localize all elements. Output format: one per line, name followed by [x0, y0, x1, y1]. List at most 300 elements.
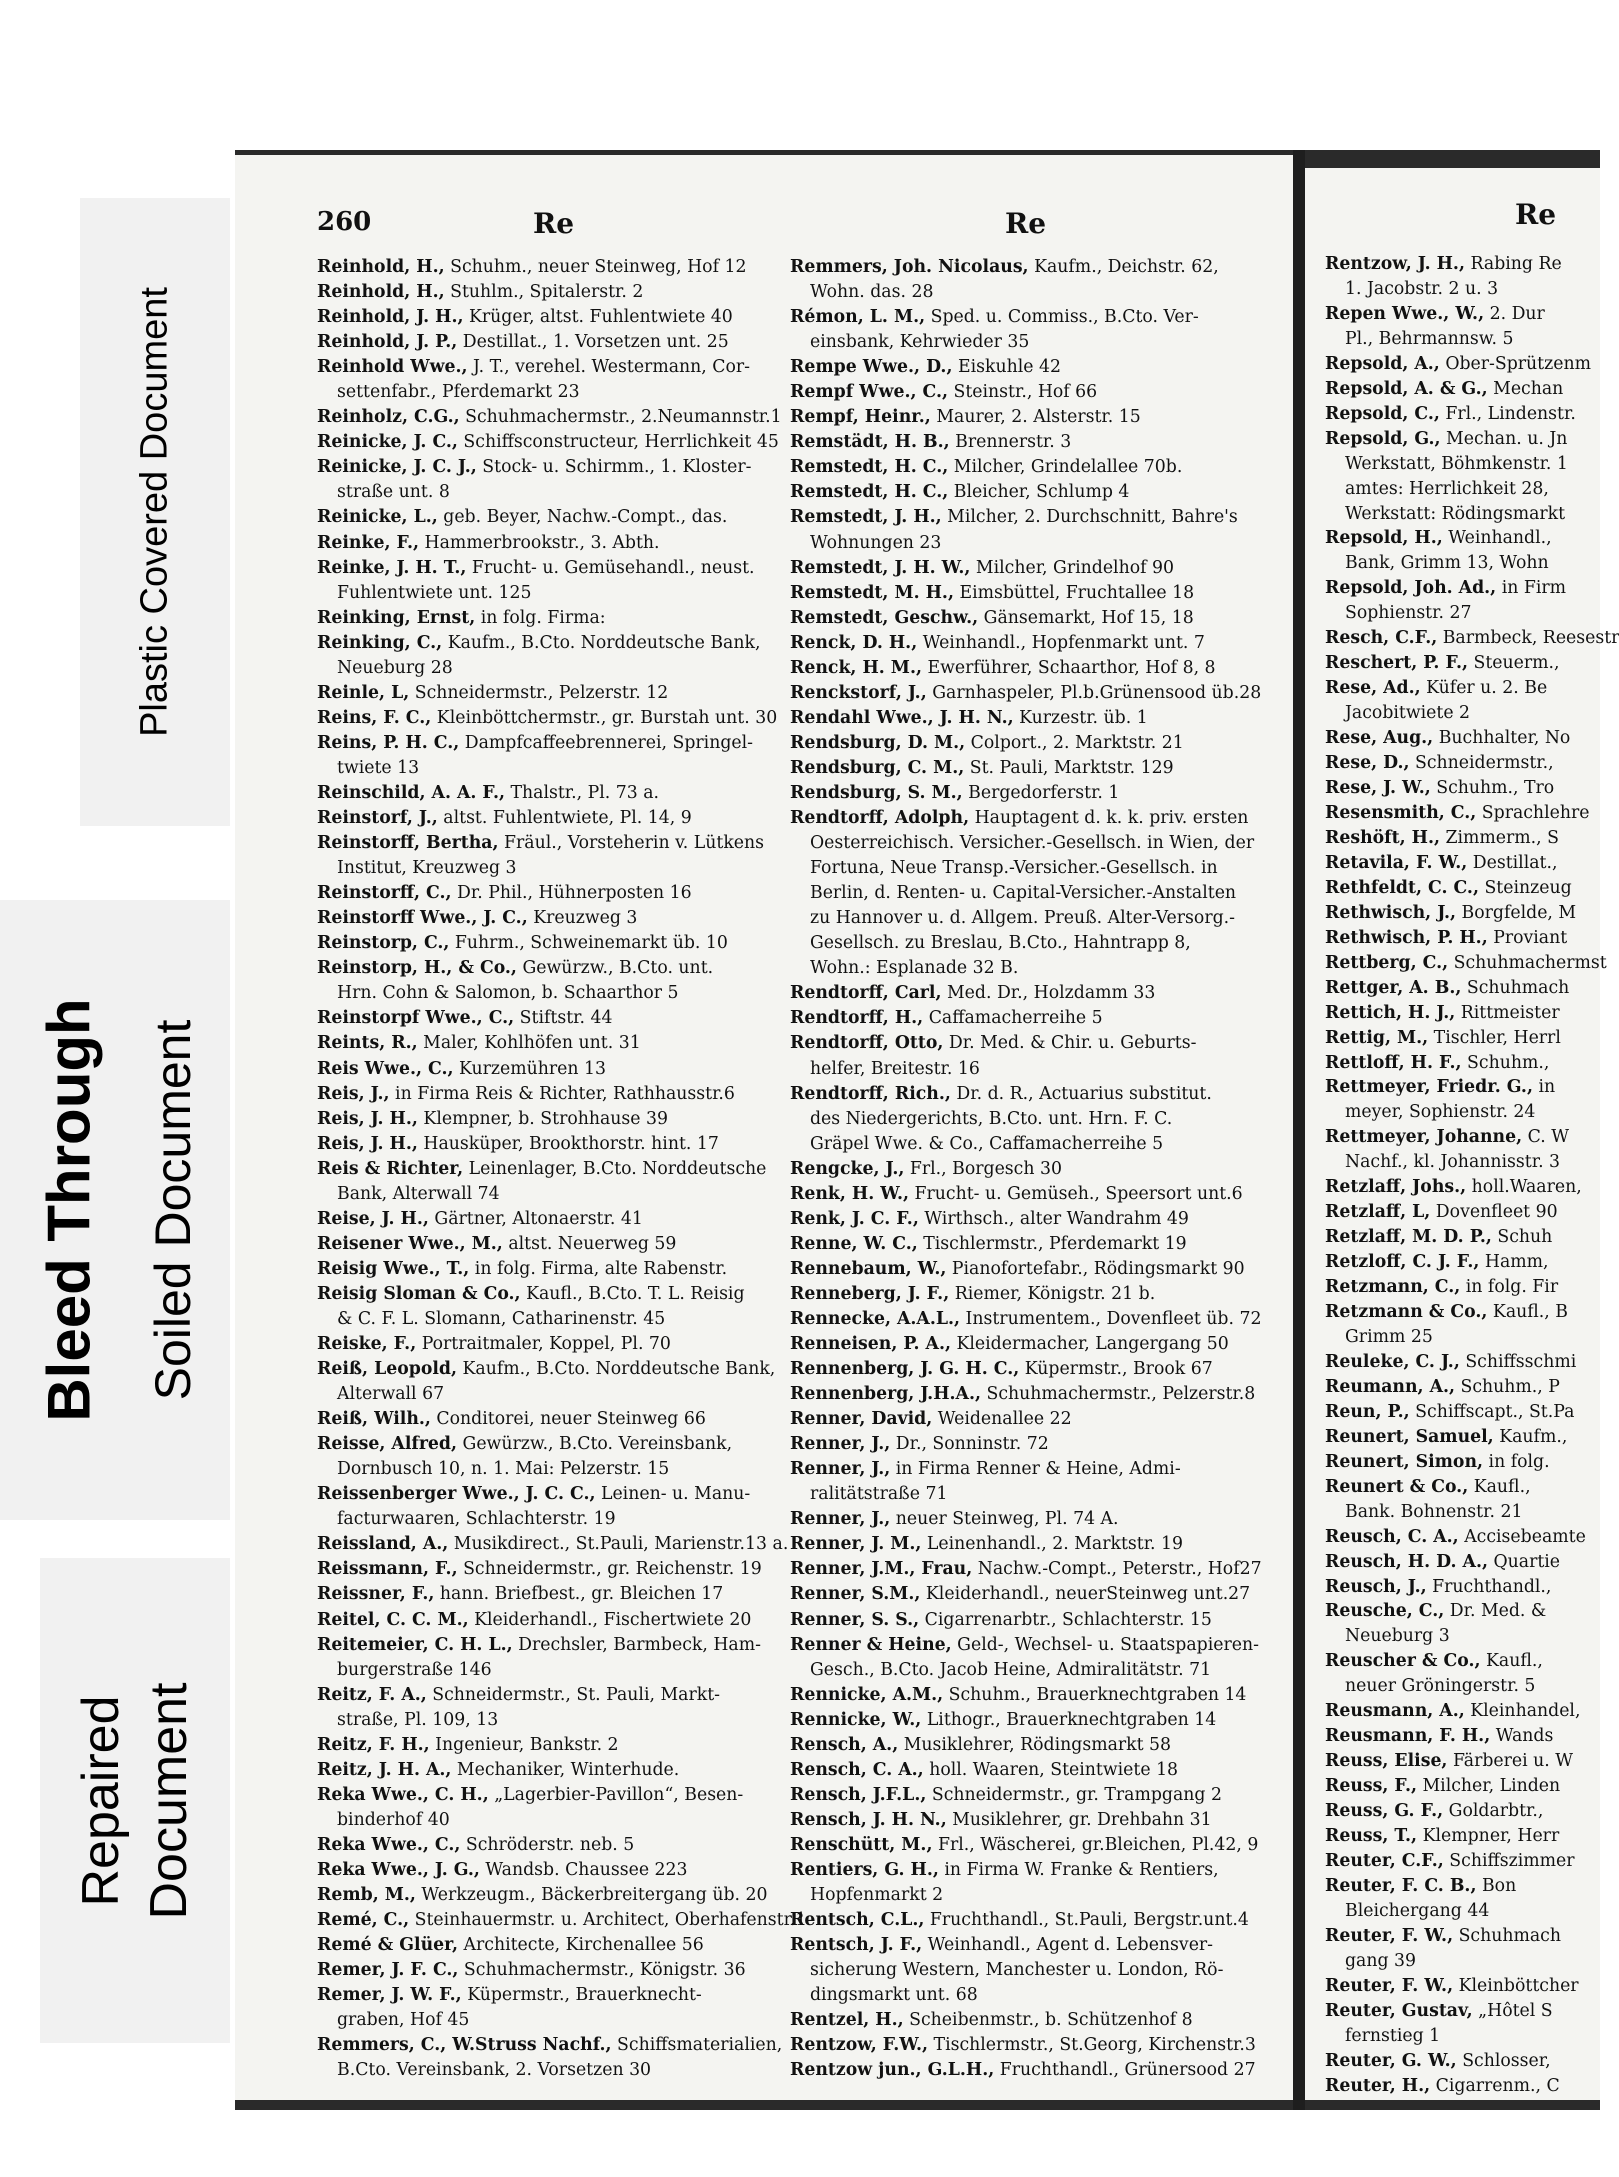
- directory-entry-continuation: [790, 931, 1270, 956]
- entry-name: Repsold, C.,: [1325, 403, 1440, 424]
- directory-entry-continuation: [790, 531, 1270, 556]
- directory-entry-continuation: [317, 581, 787, 606]
- entry-name: Rettich, H. J.,: [1325, 1002, 1456, 1023]
- directory-entry: [1325, 826, 1615, 851]
- directory-entry: [317, 531, 787, 556]
- entry-details: Zimmerm., S: [1440, 827, 1559, 848]
- entry-name: Rendtorff, H.,: [790, 1008, 924, 1029]
- entry-name: Retzlaff, L,: [1325, 1202, 1431, 1223]
- directory-entry: [790, 1182, 1270, 1207]
- entry-details: „Hôtel S: [1472, 2000, 1553, 2021]
- entry-details: Musiklehrer, Rödingsmarkt 58: [898, 1734, 1172, 1755]
- entry-details: burgerstraße 146: [337, 1659, 492, 1680]
- entry-name: Rennecke, A.A.L.,: [790, 1308, 961, 1329]
- page-number: 260: [317, 207, 372, 237]
- entry-name: Renner, J.M., Frau,: [790, 1559, 973, 1580]
- entry-name: Reissner, F.,: [317, 1584, 435, 1605]
- entry-details: Musikdirect., St.Pauli, Marienstr.13 a.: [448, 1534, 789, 1555]
- directory-entry: [1325, 851, 1615, 876]
- entry-details: graben, Hof 45: [337, 2010, 470, 2031]
- directory-entry: [317, 1257, 787, 1282]
- directory-entry-continuation: [790, 1983, 1270, 2008]
- entry-name: Rensch, A.,: [790, 1734, 899, 1755]
- entry-name: Reusch, C. A.,: [1325, 1526, 1459, 1547]
- entry-name: Retzmann, C.,: [1325, 1277, 1461, 1298]
- entry-name: Rendtorff, Otto,: [790, 1033, 944, 1054]
- entry-name: Rennenberg, J.H.A.,: [790, 1384, 981, 1405]
- directory-entry: [790, 731, 1270, 756]
- entry-details: Med. Dr., Holzdamm 33: [941, 983, 1156, 1004]
- directory-entry: [317, 831, 787, 856]
- directory-entry: [1325, 776, 1615, 801]
- directory-entry: [790, 1232, 1270, 1257]
- directory-entry: [317, 1608, 787, 1633]
- entry-details: Leinenlager, B.Cto. Norddeutsche: [463, 1158, 767, 1179]
- directory-entry-continuation: [317, 2008, 787, 2033]
- directory-entry-continuation: [317, 1457, 787, 1482]
- entry-details: gang 39: [1345, 1950, 1417, 1971]
- entry-name: Rendtorff, Rich.,: [790, 1083, 951, 1104]
- directory-entry: [790, 606, 1270, 631]
- directory-entry: [317, 1633, 787, 1658]
- entry-name: Repsold, H.,: [1325, 528, 1443, 549]
- entry-details: Dr. d. R., Actuarius substitut.: [950, 1083, 1212, 1104]
- entry-name: Renner, S. S.,: [790, 1609, 920, 1630]
- entry-details: Goldarbtr.,: [1443, 1801, 1544, 1822]
- directory-entry: [1325, 2074, 1615, 2099]
- directory-entry: [790, 1432, 1270, 1457]
- entry-name: Reka Wwe., J. G.,: [317, 1860, 480, 1880]
- directory-entry: [790, 380, 1270, 405]
- entry-name: Reinicke, J. C.,: [317, 432, 458, 453]
- entry-details: altst. Fuhlentwiete, Pl. 14, 9: [437, 808, 692, 829]
- entry-details: Schuhm.,: [1461, 1052, 1550, 1073]
- entry-details: Brennerstr. 3: [949, 432, 1072, 453]
- directory-entry: [1325, 1699, 1615, 1724]
- entry-details: Mechaniker, Winterhude.: [451, 1759, 680, 1780]
- entry-name: Retzloff, C. J. F.,: [1325, 1252, 1480, 1273]
- directory-entry: [317, 1407, 787, 1432]
- entry-name: Reitz, J. H. A.,: [317, 1759, 452, 1780]
- entry-name: Rese, J. W.,: [1325, 778, 1431, 799]
- directory-entry: [790, 1532, 1270, 1557]
- entry-details: in Firma Renner & Heine, Admi-: [890, 1459, 1181, 1480]
- entry-name: Reinschild, A. A. F.,: [317, 782, 505, 803]
- directory-entry: [1325, 252, 1615, 277]
- directory-entry: [1325, 1225, 1615, 1250]
- directory-entry: [1325, 1974, 1615, 1999]
- entry-name: Renner, J. M.,: [790, 1534, 922, 1555]
- directory-entry-continuation: [317, 1658, 787, 1683]
- directory-entry-continuation: [317, 1708, 787, 1733]
- entry-details: Kleinböttchermstr., gr. Burstah unt. 30: [431, 707, 778, 728]
- entry-name: Remstedt, J. H.,: [790, 507, 942, 528]
- entry-details: Grimm 25: [1345, 1326, 1433, 1347]
- entry-details: Schröderstr. neb. 5: [460, 1834, 635, 1855]
- entry-name: Reumann, A.,: [1325, 1376, 1456, 1397]
- directory-entry: [790, 1858, 1270, 1883]
- entry-details: Dornbusch 10, n. 1. Mai: Pelzerstr. 15: [337, 1459, 670, 1480]
- directory-entry: [1325, 801, 1615, 826]
- entry-name: Reinke, F.,: [317, 532, 420, 553]
- entry-details: Bleichergang 44: [1345, 1900, 1490, 1921]
- entry-details: Schuhmachermst: [1448, 952, 1607, 973]
- entry-name: Reis, J.,: [317, 1083, 390, 1104]
- entry-details: Schuhmachermstr., Königstr. 36: [458, 1960, 746, 1981]
- directory-entry: [790, 1708, 1270, 1733]
- directory-entry: [1325, 1599, 1615, 1624]
- entry-details: B.Cto. Vereinsbank, 2. Vorsetzen 30: [337, 2060, 652, 2081]
- entry-name: Reuter, F. W.,: [1325, 1925, 1454, 1946]
- entry-name: Renner, S.M.,: [790, 1584, 921, 1605]
- entry-name: Reusmann, F. H.,: [1325, 1726, 1491, 1747]
- entry-details: neuer Steinweg, Pl. 74 A.: [890, 1509, 1119, 1530]
- entry-details: Hrn. Cohn & Salomon, b. Schaarthor 5: [337, 983, 679, 1004]
- directory-entry-continuation: [790, 280, 1270, 305]
- directory-entry: [317, 330, 787, 355]
- directory-entry: [790, 1006, 1270, 1031]
- entry-details: Drechsler, Barmbeck, Ham-: [512, 1634, 761, 1655]
- entry-details: Bank, Alterwall 74: [337, 1183, 500, 1204]
- entry-details: in: [1532, 1077, 1556, 1098]
- entry-details: 2. Dur: [1484, 303, 1545, 324]
- entry-details: Caffamacherreihe 5: [923, 1008, 1103, 1029]
- directory-entry: [1325, 1350, 1615, 1375]
- directory-entry: [1325, 576, 1615, 601]
- entry-details: Garnhaspeler, Pl.b.Grünensood üb.28: [926, 682, 1262, 703]
- directory-entry: [1325, 1175, 1615, 1200]
- entry-name: Rempf Wwe., C.,: [790, 382, 948, 403]
- entry-details: Kaufm., Deichstr. 62,: [1028, 257, 1219, 277]
- entry-name: Reuleke, C. J.,: [1325, 1351, 1460, 1372]
- entry-details: Mechan: [1487, 378, 1564, 399]
- entry-details: Klempner, b. Strohhause 39: [417, 1108, 669, 1129]
- entry-name: Reisig Wwe., T.,: [317, 1258, 470, 1279]
- entry-name: Remmers, C., W.Struss Nachf.,: [317, 2035, 612, 2056]
- entry-details: Schuhm., P: [1455, 1376, 1560, 1397]
- entry-name: Reuter, H.,: [1325, 2075, 1431, 2096]
- entry-details: Nachw.-Compt., Peterstr., Hof27: [972, 1559, 1262, 1580]
- entry-name: Renckstorf, J.,: [790, 682, 927, 703]
- directory-entry-continuation: [317, 981, 787, 1006]
- entry-details: Berlin, d. Renten- u. Capital-Versicher.-Anstalten: [810, 883, 1237, 904]
- directory-entry-continuation: [1325, 1899, 1615, 1924]
- entry-details: facturwaaren, Schlachterstr. 19: [337, 1509, 616, 1530]
- entry-details: Maurer, 2. Alsterstr. 15: [930, 407, 1141, 428]
- entry-details: dingsmarkt unt. 68: [810, 1985, 978, 2006]
- entry-name: Rethfeldt, C. C.,: [1325, 877, 1479, 898]
- entry-name: Renneberg, J. F.,: [790, 1283, 950, 1304]
- directory-entry: [317, 1482, 787, 1507]
- entry-details: Proviant: [1487, 927, 1568, 948]
- entry-name: Reinstorf, J.,: [317, 808, 438, 829]
- entry-details: Frucht- u. Gemüsehandl., neust.: [466, 557, 755, 578]
- directory-entry: [790, 1357, 1270, 1382]
- directory-column-1: [317, 255, 807, 2083]
- entry-name: Rémon, L. M.,: [790, 307, 926, 328]
- entry-name: Reusch, H. D. A.,: [1325, 1551, 1488, 1572]
- entry-details: Schuhm., neuer Steinweg, Hof 12: [444, 257, 747, 277]
- entry-name: Reka Wwe., C.,: [317, 1834, 461, 1855]
- entry-name: Rettig, M.,: [1325, 1027, 1429, 1048]
- entry-details: J. T., verehel. Westermann, Cor-: [467, 357, 750, 378]
- entry-details: Eimsbüttel, Fruchtallee 18: [953, 582, 1195, 603]
- entry-name: Rensch, C. A.,: [790, 1759, 924, 1780]
- directory-entry: [317, 1006, 787, 1031]
- directory-entry: [317, 1833, 787, 1858]
- directory-entry: [1325, 1799, 1615, 1824]
- entry-details: fernstieg 1: [1345, 2025, 1441, 2046]
- right-page: [1305, 168, 1619, 2100]
- entry-name: Renck, H. M.,: [790, 657, 922, 678]
- entry-details: Riemer, Königstr. 21 b.: [949, 1283, 1156, 1304]
- directory-entry: [790, 1407, 1270, 1432]
- entry-details: binderhof 40: [337, 1809, 450, 1830]
- directory-entry-continuation: [1325, 1500, 1615, 1525]
- entry-details: Wirthsch., alter Wandrahm 49: [918, 1208, 1189, 1229]
- entry-name: Rendahl Wwe., J. H. N.,: [790, 707, 1014, 728]
- plastic-covered-label: Plastic Covered Document: [133, 287, 176, 737]
- entry-name: Rendsburg, C. M.,: [790, 757, 965, 778]
- directory-entry: [790, 1733, 1270, 1758]
- entry-details: „Lagerbier-Pavillon“, Besen-: [488, 1784, 744, 1805]
- entry-name: Reisse, Alfred,: [317, 1434, 458, 1455]
- entry-details: Geld-, Wechsel- u. Staatspapieren-: [951, 1634, 1259, 1655]
- entry-details: Ingenieur, Bankstr. 2: [429, 1734, 619, 1755]
- entry-details: Fuhlentwiete unt. 125: [337, 582, 532, 603]
- entry-name: Rettmeyer, Johanne,: [1325, 1127, 1523, 1148]
- entry-details: Destillat., 1. Vorsetzen unt. 25: [457, 332, 729, 353]
- entry-name: Retavila, F. W.,: [1325, 852, 1468, 873]
- directory-entry: [790, 2058, 1270, 2083]
- directory-entry-continuation: [1325, 1150, 1615, 1175]
- entry-details: Krüger, altst. Fuhlentwiete 40: [463, 307, 733, 328]
- directory-entry: [1325, 676, 1615, 701]
- entry-details: Färberei u. W: [1447, 1751, 1574, 1772]
- directory-entry: [1325, 751, 1615, 776]
- entry-details: straße, Pl. 109, 13: [337, 1709, 499, 1730]
- entry-details: Küpermstr., Brauerknecht-: [461, 1985, 702, 2006]
- entry-name: Reun, P.,: [1325, 1401, 1410, 1422]
- entry-name: Reinking, C.,: [317, 632, 443, 653]
- directory-entry-continuation: [790, 1057, 1270, 1082]
- bleed-soiled-tag: [0, 900, 230, 1520]
- entry-details: straße unt. 8: [337, 482, 450, 503]
- directory-entry: [1325, 1450, 1615, 1475]
- book-gutter: [1293, 150, 1305, 2110]
- directory-entry-continuation: [790, 881, 1270, 906]
- entry-name: Reuscher & Co.,: [1325, 1651, 1481, 1672]
- entry-name: Rendsburg, D. M.,: [790, 732, 966, 753]
- directory-entry: [317, 906, 787, 931]
- entry-name: Reissmann, F.,: [317, 1559, 458, 1580]
- entry-details: altst. Neuerweg 59: [502, 1233, 677, 1254]
- entry-details: settenfabr., Pferdemarkt 23: [337, 382, 580, 403]
- entry-details: des Niedergerichts, B.Cto. unt. Hrn. F. C.: [810, 1108, 1173, 1129]
- entry-name: Reins, P. H. C.,: [317, 732, 460, 753]
- entry-name: Renner, J.,: [790, 1459, 891, 1480]
- entry-name: Reitemeier, C. H. L.,: [317, 1634, 513, 1655]
- directory-entry: [1325, 1400, 1615, 1425]
- directory-entry: [1325, 2049, 1615, 2074]
- directory-entry: [317, 1683, 787, 1708]
- entry-details: Borgfelde, M: [1456, 902, 1577, 923]
- entry-details: holl. Waaren, Steintwiete 18: [923, 1759, 1179, 1780]
- entry-name: Reisener Wwe., M.,: [317, 1233, 503, 1254]
- entry-details: Schiffsschmi: [1459, 1351, 1577, 1372]
- directory-entry: [790, 631, 1270, 656]
- entry-name: Repsold, A. & G.,: [1325, 378, 1488, 399]
- entry-name: Reka Wwe., C. H.,: [317, 1784, 489, 1805]
- entry-details: Fräul., Vorsteherin v. Lütkens: [498, 833, 765, 854]
- entry-details: Kleiderhandl., Fischertwiete 20: [468, 1609, 752, 1630]
- directory-entry-continuation: [1325, 601, 1615, 626]
- entry-details: Sped. u. Commiss., B.Cto. Ver-: [925, 307, 1199, 328]
- entry-details: Kreuzweg 3: [527, 908, 638, 929]
- entry-details: Weinhandl., Hopfenmarkt unt. 7: [917, 632, 1205, 653]
- bleed-through-label: Bleed Through: [35, 998, 103, 1422]
- entry-name: Rese, Aug.,: [1325, 728, 1434, 749]
- entry-details: Frl., Wäscherei, gr.Bleichen, Pl.42, 9: [932, 1834, 1259, 1855]
- directory-entry-continuation: [317, 380, 787, 405]
- directory-entry: [317, 1582, 787, 1607]
- directory-entry-continuation: [1325, 452, 1615, 477]
- entry-details: Dr. Med. &: [1444, 1601, 1547, 1622]
- entry-name: Reuter, Gustav,: [1325, 2000, 1473, 2021]
- entry-name: Rettberg, C.,: [1325, 952, 1449, 973]
- entry-name: Remer, J. W. F.,: [317, 1985, 462, 2006]
- directory-entry: [317, 1031, 787, 1056]
- entry-details: Gräpel Wwe. & Co., Caffamacherreihe 5: [810, 1133, 1164, 1154]
- entry-details: neuer Gröningerstr. 5: [1345, 1676, 1536, 1697]
- entry-details: ralitätstraße 71: [810, 1484, 948, 1505]
- entry-details: Stiftstr. 44: [514, 1008, 613, 1029]
- entry-name: Rettger, A. B.,: [1325, 977, 1462, 998]
- directory-entry: [1325, 1075, 1615, 1100]
- directory-column-2: [790, 255, 1270, 2083]
- directory-entry: [790, 1382, 1270, 1407]
- directory-entry: [317, 706, 787, 731]
- directory-entry: [790, 1808, 1270, 1833]
- entry-details: einsbank, Kehrwieder 35: [810, 332, 1030, 353]
- entry-name: Rempf, Heinr.,: [790, 407, 931, 428]
- entry-details: Colport., 2. Marktstr. 21: [965, 732, 1184, 753]
- directory-entry-continuation: [790, 856, 1270, 881]
- entry-name: Renne, W. C.,: [790, 1233, 918, 1254]
- directory-entry-continuation: [1325, 551, 1615, 576]
- directory-entry: [790, 581, 1270, 606]
- entry-details: geb. Beyer, Nachw.-Compt., das.: [437, 507, 728, 528]
- entry-name: Reusche, C.,: [1325, 1601, 1445, 1622]
- entry-name: Renner, J.,: [790, 1509, 891, 1530]
- directory-entry: [1325, 901, 1615, 926]
- directory-entry: [317, 1282, 787, 1307]
- entry-name: Reuter, G. W.,: [1325, 2050, 1457, 2071]
- directory-entry-continuation: [317, 1808, 787, 1833]
- entry-details: Kaufl.,: [1468, 1476, 1531, 1497]
- entry-name: Reuss, F.,: [1325, 1776, 1417, 1797]
- entry-name: Reinstorff, Bertha,: [317, 833, 499, 854]
- entry-name: Reis & Richter,: [317, 1158, 464, 1179]
- directory-entry: [790, 1157, 1270, 1182]
- directory-entry: [317, 1883, 787, 1908]
- entry-details: holl.Waaren,: [1466, 1177, 1582, 1198]
- entry-details: Institut, Kreuzweg 3: [337, 858, 517, 879]
- entry-details: Dr. Phil., Hühnerposten 16: [451, 883, 692, 904]
- entry-name: Reuter, C.F.,: [1325, 1851, 1444, 1871]
- entry-details: Ober-Sprützenm: [1439, 353, 1591, 374]
- entry-details: Küpermstr., Brook 67: [1019, 1359, 1213, 1380]
- directory-entry: [1325, 876, 1615, 901]
- entry-name: Reis, J. H.,: [317, 1133, 418, 1154]
- entry-details: Pl., Behrmannsw. 5: [1345, 328, 1514, 349]
- entry-name: Rentsch, C.L.,: [790, 1910, 925, 1931]
- directory-entry: [1325, 1774, 1615, 1799]
- entry-details: Sophienstr. 27: [1345, 603, 1472, 624]
- directory-entry: [1325, 402, 1615, 427]
- directory-entry-continuation: [790, 1658, 1270, 1683]
- directory-entry: [790, 1908, 1270, 1933]
- entry-name: Reinhold, H.,: [317, 257, 445, 277]
- entry-name: Repen Wwe., W.,: [1325, 303, 1485, 324]
- directory-entry: [790, 556, 1270, 581]
- directory-entry: [1325, 1275, 1615, 1300]
- entry-details: Schuhm., Tro: [1430, 778, 1555, 799]
- entry-details: in Firm: [1496, 578, 1567, 599]
- entry-name: Rendtorff, Carl,: [790, 983, 942, 1004]
- entry-name: Rentsch, J. F.,: [790, 1935, 923, 1956]
- entry-details: Schuh: [1491, 1227, 1553, 1248]
- entry-details: helfer, Breitestr. 16: [810, 1058, 980, 1079]
- entry-name: Reints, R.,: [317, 1033, 418, 1054]
- directory-entry-continuation: [317, 1382, 787, 1407]
- entry-details: Schiffscapt., St.Pa: [1409, 1401, 1575, 1422]
- directory-entry: [317, 956, 787, 981]
- directory-entry: [317, 255, 787, 280]
- entry-name: Rettmeyer, Friedr. G.,: [1325, 1077, 1533, 1098]
- entry-name: Reinking, Ernst,: [317, 607, 476, 628]
- entry-name: Renner, David,: [790, 1409, 933, 1430]
- entry-details: Steuerm.,: [1468, 653, 1560, 674]
- entry-details: Eiskuhle 42: [952, 357, 1061, 378]
- entry-details: Steinstr., Hof 66: [948, 382, 1098, 403]
- directory-entry-continuation: [790, 906, 1270, 931]
- directory-entry: [790, 681, 1270, 706]
- entry-name: Reis Wwe., C.,: [317, 1058, 454, 1079]
- directory-entry: [790, 1557, 1270, 1582]
- entry-details: Schuhmachermstr., Pelzerstr.8: [980, 1384, 1256, 1405]
- directory-entry: [1325, 352, 1615, 377]
- entry-details: in Firma Reis & Richter, Rathhausstr.6: [389, 1083, 735, 1104]
- directory-entry: [317, 1357, 787, 1382]
- entry-name: Reunert, Samuel,: [1325, 1426, 1494, 1447]
- entry-name: Repsold, Joh. Ad.,: [1325, 578, 1497, 599]
- entry-name: Rengcke, J.,: [790, 1158, 905, 1179]
- directory-entry-continuation: [790, 1107, 1270, 1132]
- directory-entry: [790, 1633, 1270, 1658]
- directory-entry-continuation: [317, 856, 787, 881]
- entry-details: zu Hannover u. d. Allgem. Preuß. Alter-Versorg.-: [810, 908, 1235, 929]
- entry-details: Schneidermstr., gr. Reichenstr. 19: [457, 1559, 762, 1580]
- entry-details: Kaufl.,: [1480, 1651, 1543, 1672]
- entry-name: Rentzow jun., G.L.H.,: [790, 2060, 995, 2081]
- side-labels: [0, 0, 235, 2177]
- entry-details: Kaufl., B: [1487, 1302, 1568, 1323]
- directory-entry: [317, 931, 787, 956]
- entry-name: Remer, J. F. C.,: [317, 1960, 459, 1981]
- entry-details: Tischlermstr., Pferdemarkt 19: [917, 1233, 1187, 1254]
- entry-name: Reise, J. H.,: [317, 1208, 429, 1229]
